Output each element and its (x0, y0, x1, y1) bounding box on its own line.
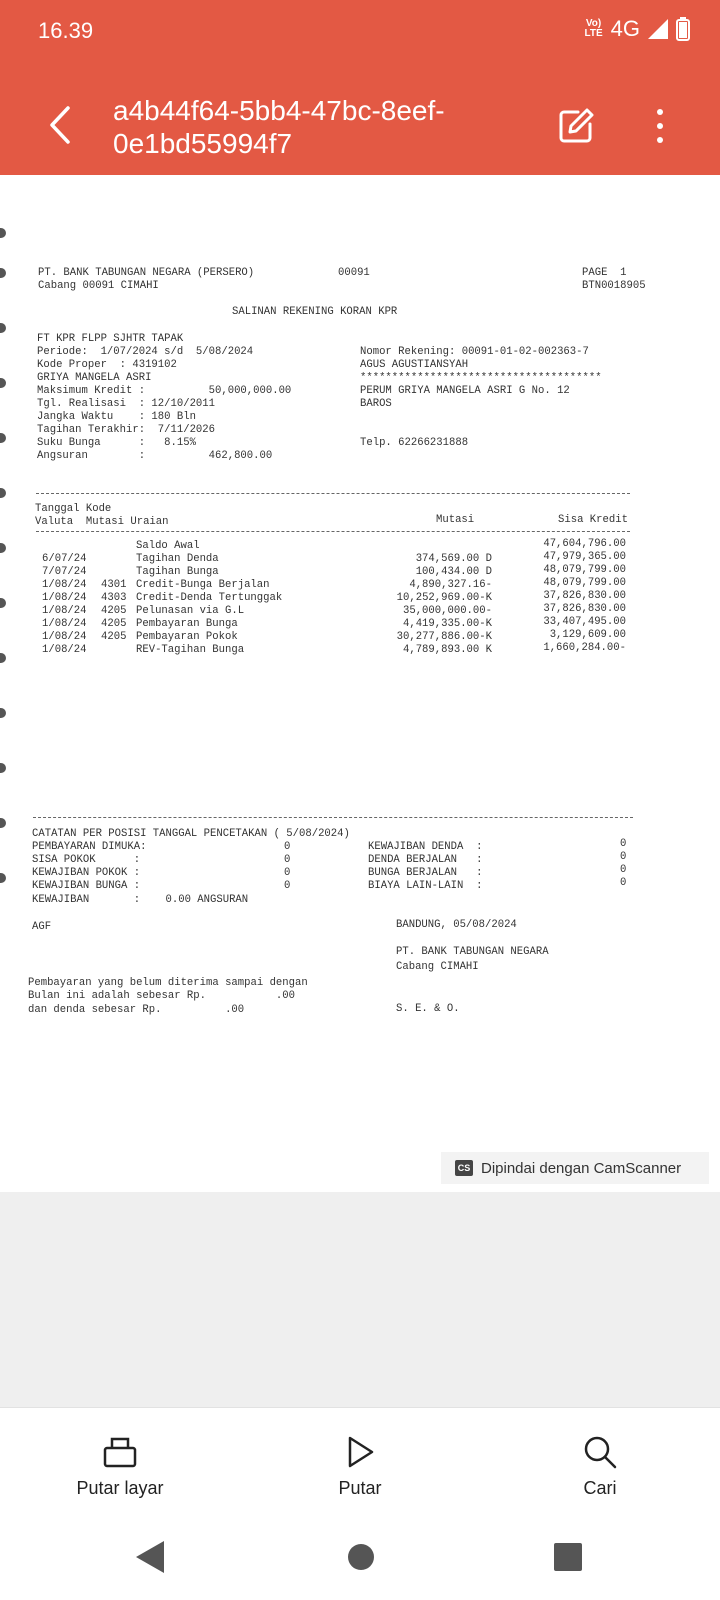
catatan-label: KEWAJIBAN BUNGA : (32, 880, 141, 892)
code-top: 00091 (338, 267, 370, 279)
info-line: Angsuran : 462,800.00 (37, 450, 273, 462)
nav-recents-icon[interactable] (553, 1539, 583, 1575)
info-line: Jangka Waktu : 180 Bln (37, 411, 196, 423)
catatan-value: 0 (620, 864, 627, 876)
account-line: Nomor Rekening: 00091-01-02-002363-7 (360, 346, 589, 358)
info-line: Maksimum Kredit : 50,000,000.00 (37, 385, 292, 397)
account-line: Telp. 62266231888 (360, 437, 469, 449)
branch-line: Cabang 00091 CIMAHI (38, 280, 159, 292)
catatan-label: DENDA BERJALAN : (368, 854, 483, 866)
info-line: Periode: 1/07/2024 s/d 5/08/2024 (37, 346, 254, 358)
play-icon (342, 1434, 378, 1470)
play-button[interactable]: Putar (240, 1408, 480, 1518)
page-number: PAGE 1 (582, 267, 627, 279)
divider (33, 817, 633, 818)
footer-line: Pembayaran yang belum diterima sampai dengan (28, 977, 308, 989)
network-label: 4G (610, 16, 640, 41)
info-line: FT KPR FLPP SJHTR TAPAK (37, 333, 184, 345)
catatan-value: 0 (284, 867, 291, 879)
document-title: a4b44f64-5bb4-47bc-8eef-0e1bd55994f7 (113, 95, 445, 159)
nav-back-icon[interactable] (134, 1539, 166, 1575)
info-line: Tgl. Realisasi : 12/10/2011 (37, 398, 216, 410)
account-line: ************************************** (360, 372, 602, 384)
info-line: Suku Bunga : 8.15% (37, 437, 196, 449)
account-line: BAROS (360, 398, 392, 410)
doc-title: SALINAN REKENING KORAN KPR (232, 306, 398, 318)
catatan-title: CATATAN PER POSISI TANGGAL PENCETAKAN ( 5/08/2024) (32, 828, 350, 840)
info-line: Kode Proper : 4319102 (37, 359, 177, 371)
agf-label: AGF (32, 921, 52, 933)
divider (36, 493, 630, 494)
catatan-label: KEWAJIBAN DENDA : (368, 841, 483, 853)
camscanner-text: Dipindai dengan CamScanner (481, 1159, 682, 1177)
sign-seo: S. E. & O. (396, 1003, 460, 1015)
status-time: 16.39 (38, 18, 94, 43)
info-line: Tagihan Terakhir: 7/11/2026 (37, 424, 216, 436)
battery-icon (676, 17, 690, 41)
search-icon (582, 1434, 618, 1470)
app-bar (0, 0, 720, 175)
catatan-value: 0 (620, 877, 627, 889)
catatan-label: BUNGA BERJALAN : (368, 867, 483, 879)
table-head-sisa: Sisa Kredit (558, 514, 628, 526)
catatan-value: 0 (284, 880, 291, 892)
back-arrow-icon[interactable] (40, 100, 80, 150)
signal-icon (648, 19, 668, 39)
footer-line: Bulan ini adalah sebesar Rp. .00 (28, 990, 296, 1002)
catatan-label: BIAYA LAIN-LAIN : (368, 880, 483, 892)
account-line: AGUS AGUSTIANSYAH (360, 359, 469, 371)
catatan-value: 0 (620, 838, 627, 850)
divider (36, 531, 630, 532)
table-head-mutasi: Mutasi (436, 514, 475, 526)
info-line: GRIYA MANGELA ASRI (37, 372, 152, 384)
rotate-screen-button[interactable]: Putar layar (0, 1408, 240, 1518)
catatan-label: PEMBAYARAN DIMUKA: (32, 841, 147, 853)
scanned-page: PT. BANK TABUNGAN NEGARA (PERSERO) Cabang 00091 CIMAHI 00091 PAGE 1 BTN0018905 SALINAN REKENING KORAN KPR FT KPR FLPP SJHTR TAPAK Periode: 1/07/2024 s/d 5/08/2024 Kode Proper : 4319102 GRIYA MANGELA ASRI Maksimum Kredit : 50,000,000.00 Tgl. Realisasi : 12/10/2011 Jangka Waktu : 180 Bln Tagihan Terakhir: 7/11/2026 Suku Bunga : 8.15% Angsuran : 462,800.00 Nomor Rekening: 00091-01-02-002363-7 AGUS AGUSTIANSYAH ************************************** PERUM GRIYA MANGELA ASRI G No. 12 BAROS Telp. 62266231888 Tanggal Kode Valuta Mutasi Uraian Mutasi Sisa Kredit Saldo Awal 47,604,796.00 6/07/24 Tagihan Denda 374,569.00 D 47,979,365.00 7/07/24 Tagihan Bunga 100,434.00 D 48,079,799.00 1/08/24 4301 Credit-Bunga Berjalan 4,890,327.16- 48,079,799.00 1/08/24 4303 Credit-Denda Tertunggak 10,252,969.00-K 37,826,830.00 1/08/24 4205 Pelunasan via G.L 35,000,000.00- 37,826,830.00 1/08/24 4205 Pembayaran Bunga 4,419,335.00-K 33,407,495.00 1/08/24 4205 Pembayaran Pokok 30,277,886.00-K 3,129,609.00 1/08/24 REV-Tagihan Bunga 4,789,893.00 K 1,660,284.00- CATATAN PER POSISI TANGGAL PENCETAKAN ( 5/08/2024) PEMBAYARAN DIMUKA: 0 SISA POKOK : 0 KEWAJIBAN POKOK : 0 KEWAJIBAN BUNGA : 0 KEWAJIBAN DENDA : 0 DENDA BERJALAN : 0 BUNGA BERJALAN : 0 BIAYA LAIN-LAIN : 0 KEWAJIBAN : 0.00 ANGSURAN AGF BANDUNG, 05/08/2024 PT. BANK TABUNGAN NEGARA Cabang CIMAHI S. E. & O. Pembayaran yang belum diterima sampai dengan Bulan ini adalah sebesar Rp. .00 dan denda sebesar Rp. .00 (0, 175, 720, 1105)
more-options-icon[interactable] (650, 106, 670, 146)
catatan-label: KEWAJIBAN POKOK : (32, 867, 141, 879)
table-head-2: Valuta Mutasi Uraian (35, 516, 169, 528)
sign-bank: PT. BANK TABUNGAN NEGARA (396, 946, 549, 958)
table-head-1: Tanggal Kode (35, 503, 112, 515)
catatan-label: SISA POKOK : (32, 854, 141, 866)
camscanner-logo-icon: CS (455, 1160, 473, 1176)
catatan-value: 0 (620, 851, 627, 863)
bank-name: PT. BANK TABUNGAN NEGARA (PERSERO) (38, 267, 255, 279)
sign-branch: Cabang CIMAHI (396, 961, 479, 973)
catatan-value: 0 (284, 841, 291, 853)
system-nav-bar (0, 1517, 720, 1600)
search-button[interactable]: Cari (480, 1408, 720, 1518)
status-icons (584, 16, 690, 42)
account-line: PERUM GRIYA MANGELA ASRI G No. 12 (360, 385, 570, 397)
nav-home-icon[interactable] (346, 1539, 376, 1575)
volte-icon: Vo) LTE (584, 18, 603, 39)
catatan-value: 0 (284, 854, 291, 866)
footer-line: dan denda sebesar Rp. .00 (28, 1004, 245, 1016)
rotate-screen-icon (102, 1434, 138, 1470)
edit-icon[interactable] (556, 106, 596, 146)
camscanner-badge (441, 1152, 709, 1184)
ref-code: BTN0018905 (582, 280, 646, 292)
kewajiban-line: KEWAJIBAN : 0.00 ANGSURAN (32, 894, 249, 906)
document-viewer[interactable] (0, 175, 720, 1192)
bottom-action-bar (0, 1407, 720, 1518)
city-date: BANDUNG, 05/08/2024 (396, 919, 517, 931)
